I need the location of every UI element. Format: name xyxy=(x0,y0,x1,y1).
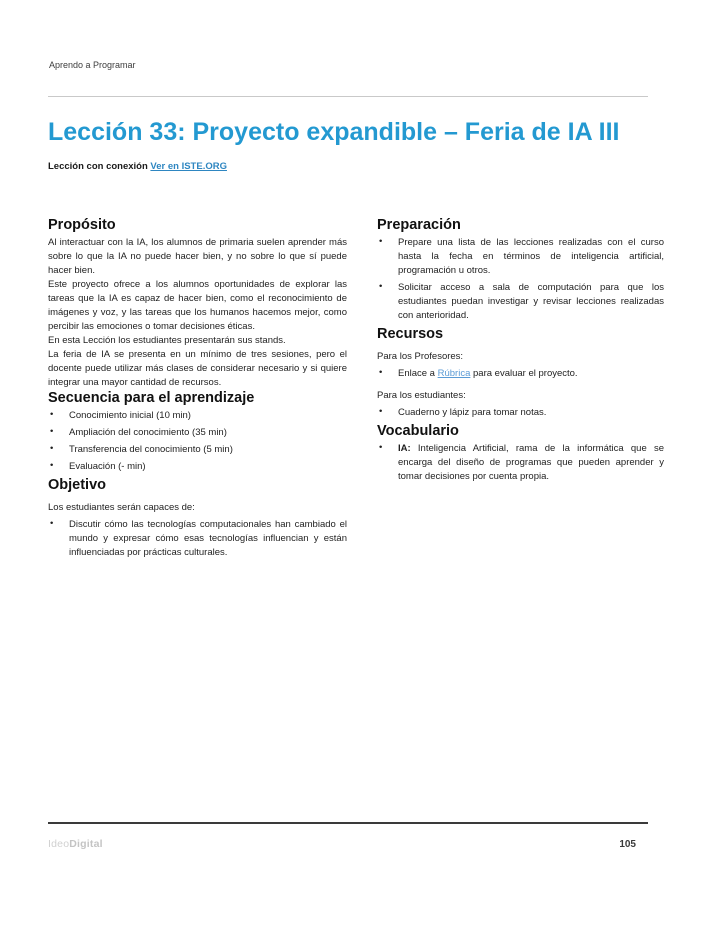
rubric-link[interactable]: Rúbrica xyxy=(437,368,471,379)
left-column xyxy=(48,217,347,563)
bullet-icon: • xyxy=(379,367,383,378)
list-item xyxy=(377,281,664,323)
bullet-icon: • xyxy=(379,236,383,247)
right-column xyxy=(377,217,664,563)
list-item xyxy=(377,236,664,278)
list-item-text xyxy=(398,443,664,482)
list-item xyxy=(48,426,347,440)
list-item xyxy=(377,406,664,420)
purpose-paragraph: Al interactuar con la IA, los alumnos de primaria suelen aprender más sobre lo que la IA no puede hacer bien, y no sobre lo que sí puede hacer bien. xyxy=(48,237,347,276)
brand-logo xyxy=(48,838,103,850)
bullet-icon: • xyxy=(50,518,54,529)
list-item-text: Transferencia del conocimiento (5 min) xyxy=(69,444,233,455)
objective-heading: Objetivo xyxy=(48,477,107,493)
vocab-term: IA: xyxy=(398,443,411,454)
list-item-text: Solicitar acceso a sala de computación para que los estudiantes puedan investigar y revisar lecciones realizadas con anterioridad. xyxy=(398,282,664,321)
list-item xyxy=(377,367,664,381)
resources-heading: Recursos xyxy=(377,326,444,342)
connection-line xyxy=(48,161,664,172)
sequence-heading: Secuencia para el aprendizaje xyxy=(48,390,255,406)
iste-link[interactable]: Ver en ISTE.ORG xyxy=(150,161,227,172)
bullet-icon: • xyxy=(50,460,54,471)
two-column-layout xyxy=(48,217,664,563)
list-item-text xyxy=(398,368,578,379)
page-footer xyxy=(48,838,648,850)
connection-label: Lección con conexión xyxy=(48,161,148,172)
bullet-icon: • xyxy=(50,443,54,454)
resources-students-label: Para los estudiantes: xyxy=(377,390,466,401)
vocabulary-list xyxy=(377,442,664,484)
purpose-paragraph: La feria de IA se presenta en un mínimo de tres sesiones, pero el docente puede utilizar más clases de considerar necesario y si quiere integrar una mayor cantidad de recursos. xyxy=(48,349,347,388)
list-item xyxy=(48,518,347,560)
sequence-list xyxy=(48,409,347,474)
bullet-icon: • xyxy=(379,281,383,292)
running-header xyxy=(49,60,136,70)
bullet-icon: • xyxy=(379,406,383,417)
list-item-text: Conocimiento inicial (10 min) xyxy=(69,410,191,421)
header-divider xyxy=(48,96,648,97)
vocab-definition: Inteligencia Artificial, rama de la informática que se encarga del diseño de programas que pueden aprender y tomar decisiones por cuenta propia. xyxy=(398,443,665,482)
objective-list xyxy=(48,518,347,560)
list-item-text: Prepare una lista de las lecciones realizadas con el curso hasta la fecha en términos de inteligencia artificial, programación u otros. xyxy=(398,237,664,276)
list-item xyxy=(377,442,664,484)
list-item xyxy=(48,460,347,474)
page-content xyxy=(48,110,664,563)
list-item xyxy=(48,443,347,457)
resources-teachers-list xyxy=(377,367,664,381)
purpose-paragraph: En esta Lección los estudiantes presentarán sus stands. xyxy=(48,335,286,346)
preparation-list xyxy=(377,236,664,323)
list-item xyxy=(48,409,347,423)
resources-students-list xyxy=(377,406,664,420)
list-item-text: Ampliación del conocimiento (35 min) xyxy=(69,427,227,438)
footer-divider xyxy=(48,822,648,824)
objective-intro: Los estudiantes serán capaces de: xyxy=(48,502,195,513)
bullet-icon: • xyxy=(50,409,54,420)
running-header-text: Aprendo a Programar xyxy=(49,60,136,70)
list-item-text: Cuaderno y lápiz para tomar notas. xyxy=(398,407,547,418)
brand-light-text: Ideo xyxy=(48,838,70,850)
link-suffix-text: para evaluar el proyecto. xyxy=(470,368,578,379)
list-item-text: Discutir cómo las tecnologías computacionales han cambiado el mundo y expresar cómo esas tecnologías influencian y están influenciadas por prácticas culturales. xyxy=(69,519,347,558)
page-title: Lección 33: Proyecto expandible – Feria de IA III xyxy=(48,118,620,146)
bullet-icon: • xyxy=(50,426,54,437)
preparation-heading: Preparación xyxy=(377,217,461,233)
purpose-heading: Propósito xyxy=(48,217,116,233)
resources-teachers-label: Para los Profesores: xyxy=(377,351,464,362)
brand-bold-text: Digital xyxy=(69,838,103,850)
page-number: 105 xyxy=(619,839,636,850)
list-item-text: Evaluación (- min) xyxy=(69,461,146,472)
link-prefix-text: Enlace a xyxy=(398,368,438,379)
bullet-icon: • xyxy=(379,442,383,453)
vocabulary-heading: Vocabulario xyxy=(377,423,459,439)
purpose-paragraph: Este proyecto ofrece a los alumnos oportunidades de explorar las tareas que la IA es capaz de hacer bien, como el reconocimiento de imágenes y voz, y las tareas que los humanos hacemos mejor, como percibir las emociones o tomar decisiones éticas. xyxy=(48,279,347,332)
